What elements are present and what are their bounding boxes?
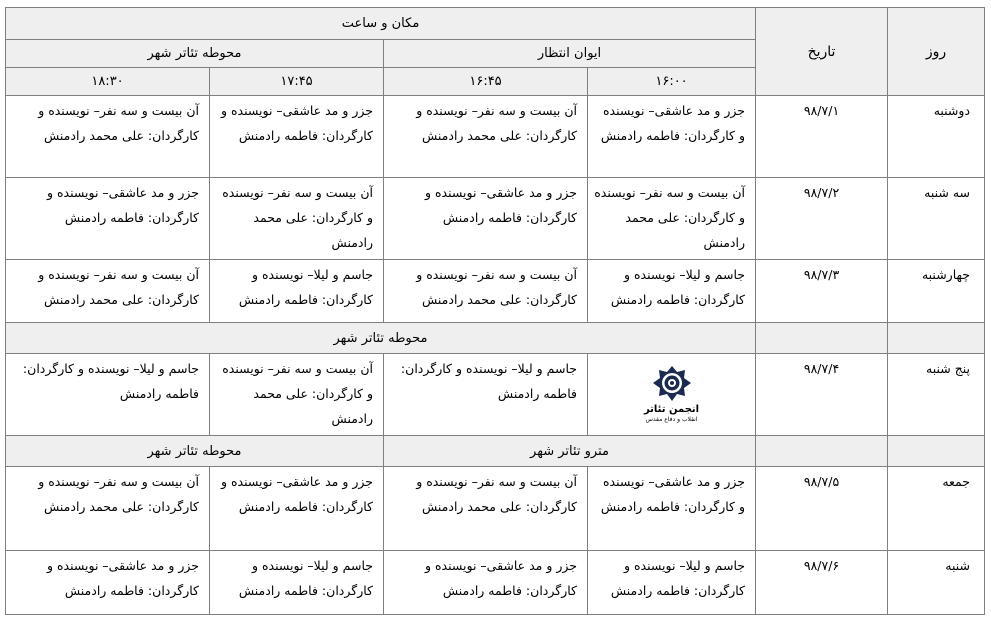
- day-cell: جمعه: [888, 467, 985, 551]
- performance-cell: آن بیست و سه نفر– نویسنده و کارگردان: علی محمد رادمنش: [6, 96, 210, 178]
- day-cell: دوشنبه: [888, 96, 985, 178]
- performance-cell: آن بیست و سه نفر– نویسنده و کارگردان: علی محمد رادمنش: [6, 467, 210, 551]
- date-cell: ۹۸/۷/۴: [756, 354, 888, 436]
- performance-cell: آن بیست و سه نفر– نویسنده و کارگردان: علی محمد رادمنش: [384, 467, 588, 551]
- logo-subtitle: انقلاب و دفاع مقدس: [645, 416, 698, 423]
- performance-cell: جاسم و لیلا– نویسنده و کارگردان: فاطمه رادمنش: [6, 354, 210, 436]
- venue-band-city-theater: محوطه تئاتر شهر: [6, 436, 384, 467]
- table-row: [6, 467, 985, 551]
- logo-cell: [588, 354, 756, 436]
- performance-cell: جاسم و لیلا– نویسنده و کارگردان: فاطمه رادمنش: [210, 260, 384, 323]
- table-row: [6, 96, 985, 178]
- day-cell: پنج شنبه: [888, 354, 985, 436]
- table-row: [6, 260, 985, 323]
- performance-cell: جزر و مد عاشقی– نویسنده و کارگردان: فاطمه رادمنش: [6, 178, 210, 260]
- logo-title: انجمن تئاتر: [643, 404, 700, 415]
- band-blank: [888, 436, 985, 467]
- performance-cell: آن بیست و سه نفر– نویسنده و کارگردان: علی محمد رادمنش: [6, 260, 210, 323]
- theater-association-logo-icon: [651, 365, 693, 403]
- header-place-time: مکان و ساعت: [6, 8, 756, 40]
- header-time: ۱۸:۳۰: [6, 68, 210, 96]
- header-day: روز: [888, 8, 985, 96]
- header-venue-city-theater: محوطه تئاتر شهر: [6, 40, 384, 68]
- performance-cell: آن بیست و سه نفر– نویسنده و کارگردان: علی محمد رادمنش: [384, 96, 588, 178]
- performance-cell: جزر و مد عاشقی– نویسنده و کارگردان: فاطمه رادمنش: [588, 96, 756, 178]
- band-blank: [888, 323, 985, 354]
- date-cell: ۹۸/۷/۳: [756, 260, 888, 323]
- performance-cell: جزر و مد عاشقی– نویسنده و کارگردان: فاطمه رادمنش: [588, 467, 756, 551]
- performance-cell: جزر و مد عاشقی– نویسنده و کارگردان: فاطمه رادمنش: [210, 96, 384, 178]
- performance-cell: جاسم و لیلا– نویسنده و کارگردان: فاطمه رادمنش: [210, 551, 384, 615]
- performance-cell: آن بیست و سه نفر– نویسنده و کارگردان: علی محمد رادمنش: [384, 260, 588, 323]
- table-row: [6, 551, 985, 615]
- day-cell: شنبه: [888, 551, 985, 615]
- date-cell: ۹۸/۷/۵: [756, 467, 888, 551]
- performance-cell: جاسم و لیلا– نویسنده و کارگردان: فاطمه رادمنش: [384, 354, 588, 436]
- header-venue-eivan: ایوان انتظار: [384, 40, 756, 68]
- day-cell: سه شنبه: [888, 178, 985, 260]
- venue-band: محوطه تئاتر شهر: [6, 323, 756, 354]
- performance-cell: جزر و مد عاشقی– نویسنده و کارگردان: فاطمه رادمنش: [210, 467, 384, 551]
- date-cell: ۹۸/۷/۲: [756, 178, 888, 260]
- date-cell: ۹۸/۷/۱: [756, 96, 888, 178]
- performance-cell: جاسم و لیلا– نویسنده و کارگردان: فاطمه رادمنش: [588, 260, 756, 323]
- performance-cell: جزر و مد عاشقی– نویسنده و کارگردان: فاطمه رادمنش: [6, 551, 210, 615]
- header-date: تاریخ: [756, 8, 888, 96]
- table-row: [6, 354, 985, 436]
- schedule-table: [5, 7, 985, 615]
- performance-cell: جزر و مد عاشقی– نویسنده و کارگردان: فاطمه رادمنش: [384, 178, 588, 260]
- performance-cell: جاسم و لیلا– نویسنده و کارگردان: فاطمه رادمنش: [588, 551, 756, 615]
- header-time: ۱۶:۰۰: [588, 68, 756, 96]
- performance-cell: آن بیست و سه نفر– نویسنده و کارگردان: علی محمد رادمنش: [210, 354, 384, 436]
- day-cell: چهارشنبه: [888, 260, 985, 323]
- performance-cell: جزر و مد عاشقی– نویسنده و کارگردان: فاطمه رادمنش: [384, 551, 588, 615]
- band-blank: [756, 436, 888, 467]
- header-time: ۱۷:۴۵: [210, 68, 384, 96]
- venue-band-metro: مترو تئاتر شهر: [384, 436, 756, 467]
- header-time: ۱۶:۴۵: [384, 68, 588, 96]
- performance-cell: آن بیست و سه نفر– نویسنده و کارگردان: علی محمد رادمنش: [210, 178, 384, 260]
- table-row: [6, 178, 985, 260]
- performance-cell: آن بیست و سه نفر– نویسنده و کارگردان: علی محمد رادمنش: [588, 178, 756, 260]
- date-cell: ۹۸/۷/۶: [756, 551, 888, 615]
- band-blank: [756, 323, 888, 354]
